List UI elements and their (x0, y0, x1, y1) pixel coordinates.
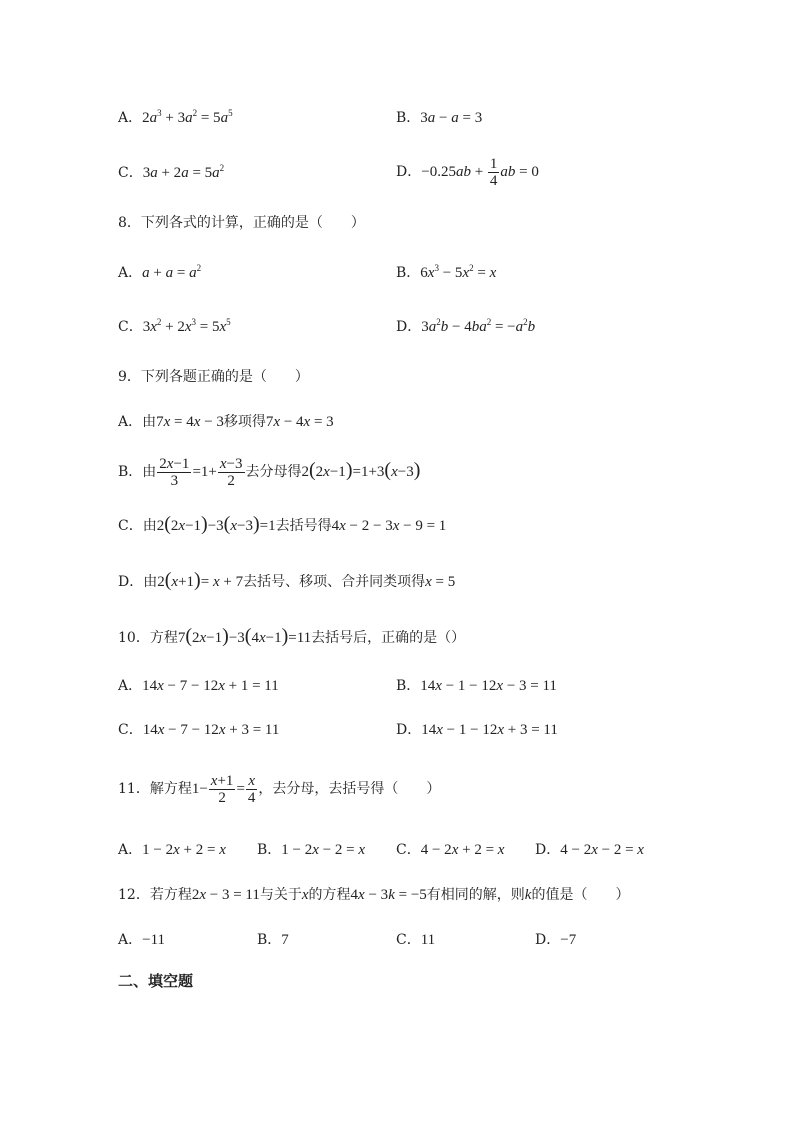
q11-option-d: D．4 − 2x − 2 = x (535, 842, 644, 858)
q8-stem: 8．下列各式的计算，正确的是（ ） (118, 215, 365, 231)
q8-option-b: B．$6x^3 - 5x^2 = x$ (396, 263, 497, 281)
q7-option-d: D．−0.25ab + $\frac{1}{4}$ ab = 0 (396, 156, 539, 190)
q10-option-a: A．14x − 7 − 12x + 1 = 11 (118, 678, 279, 694)
q11-option-b: B．1 − 2x − 2 = x (257, 842, 366, 858)
q9-option-c: C．由2(2x−1)−3(x−3)=1去括号得4x − 2 − 3x − 9 = 1 (118, 513, 447, 535)
q12-stem: 12．若方程2x − 3 = 11与关于x的方程4x − 3k = −5有相同的解，则k的值是（ ） (118, 887, 630, 903)
section-heading-fill-in: 二、填空题 (118, 972, 194, 990)
q11-option-c: C．4 − 2x + 2 = x (396, 842, 505, 858)
q7-option-b: B．3a − a = 3 (396, 110, 483, 126)
q12-option-b: B．7 (257, 932, 289, 948)
q12-option-c: C．11 (396, 932, 436, 948)
q10-option-c: C．14x − 7 − 12x + 3 = 11 (118, 722, 280, 738)
q12-option-a: A．−11 (118, 932, 166, 948)
q8-option-c: C．$3x^2 + 2x^3 = 5x^5$ (118, 317, 231, 335)
q9-option-d: D．由2(x+1)= x + 7去括号、移项、合并同类项得x = 5 (118, 569, 456, 591)
q8-option-d: D．$3a^2b - 4ba^2 = -a^2b$ (396, 317, 536, 335)
q12-option-d: D．−7 (535, 932, 577, 948)
q8-option-a: A．$a + a = a^2$ (118, 263, 202, 281)
q9-option-b: B．由 $\frac{2x-1}{3}$ =1+ $\frac{x-3}{2}$ 去分母得2(2x−1)=1+3(x−3) (118, 456, 421, 490)
q10-stem: 10．方程7(2x−1)−3(4x−1)=11去括号后，正确的是（） (118, 625, 466, 647)
q7-option-c: C．$3a + 2a = 5a^2$ (118, 163, 225, 181)
q9-stem: 9．下列各题正确的是（ ） (118, 369, 309, 385)
q10-option-d: D．14x − 1 − 12x + 3 = 11 (396, 722, 558, 738)
q9-option-a: A．由7x = 4x − 3移项得7x − 4x = 3 (118, 414, 334, 430)
q10-option-b: B．14x − 1 − 12x − 3 = 11 (396, 678, 557, 694)
q7-option-a: A．$2a^3 + 3a^2 = 5a^5$ (118, 108, 233, 126)
q11-option-a: A．1 − 2x + 2 = x (118, 842, 226, 858)
q11-stem: 11．解方程1− $\frac{x+1}{2}$ = $\frac{x}{4}$ ，去分母，去括号得（ ） (118, 773, 441, 807)
